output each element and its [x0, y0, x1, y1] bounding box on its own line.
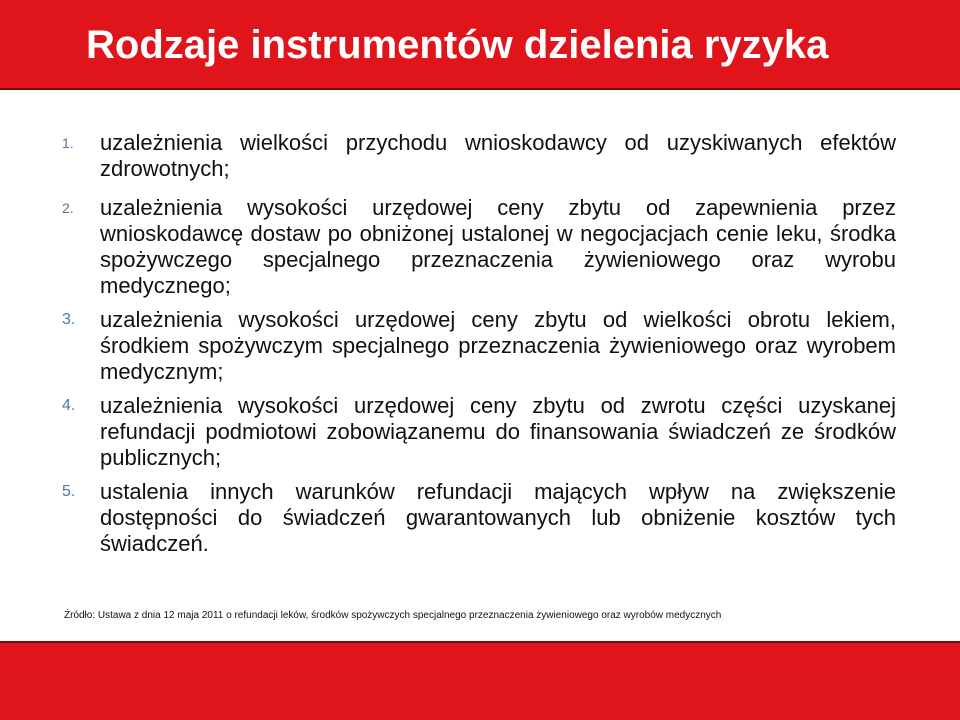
- list-item-number: 2.: [62, 200, 74, 216]
- slide-title: Rodzaje instrumentów dzielenia ryzyka: [86, 23, 829, 67]
- list-item-3: [62, 307, 896, 385]
- list-item-2: [62, 195, 896, 299]
- list-item-1: [62, 130, 896, 182]
- list-item-text: uzależnienia wysokości urzędowej ceny zbytu od zapewnienia przez wnioskodawcę dostaw po obniżonej ustalonej w negocjacjach cenie leku, środka spożywczego specjalnego przeznaczenia żywieniowego oraz wyrobu medycznego;: [100, 195, 896, 298]
- footer-bar: [0, 641, 960, 720]
- list-item-number: 4.: [62, 397, 76, 414]
- list-item-text: uzależnienia wysokości urzędowej ceny zbytu od wielkości obrotu lekiem, środkiem spożywczym specjalnego przeznaczenia żywieniowego oraz wyrobem medycznym;: [100, 307, 896, 384]
- list-item-5: [62, 479, 896, 557]
- list-item-4: [62, 393, 896, 471]
- source-note: Źródło: Ustawa z dnia 12 maja 2011 o refundacji leków, środków spożywczych specjalnego przeznaczenia żywieniowego oraz wyrobów medycznych: [64, 610, 722, 621]
- list-item-text: uzależnienia wielkości przychodu wnioskodawcy od uzyskiwanych efektów zdrowotnych;: [100, 130, 896, 181]
- list-item-number: 1.: [62, 135, 74, 151]
- list-item-number: 5.: [62, 483, 76, 500]
- list-item-text: uzależnienia wysokości urzędowej ceny zbytu od zwrotu części uzyskanej refundacji podmiotowi zobowiązanemu do finansowania świadczeń ze środków publicznych;: [100, 393, 896, 470]
- title-bar: [0, 0, 960, 90]
- instrument-list: [62, 130, 896, 557]
- list-item-number: 3.: [62, 311, 76, 328]
- list-item-text: ustalenia innych warunków refundacji mających wpływ na zwiększenie dostępności do świadczeń gwarantowanych lub obniżenie kosztów tych świadczeń.: [100, 479, 896, 556]
